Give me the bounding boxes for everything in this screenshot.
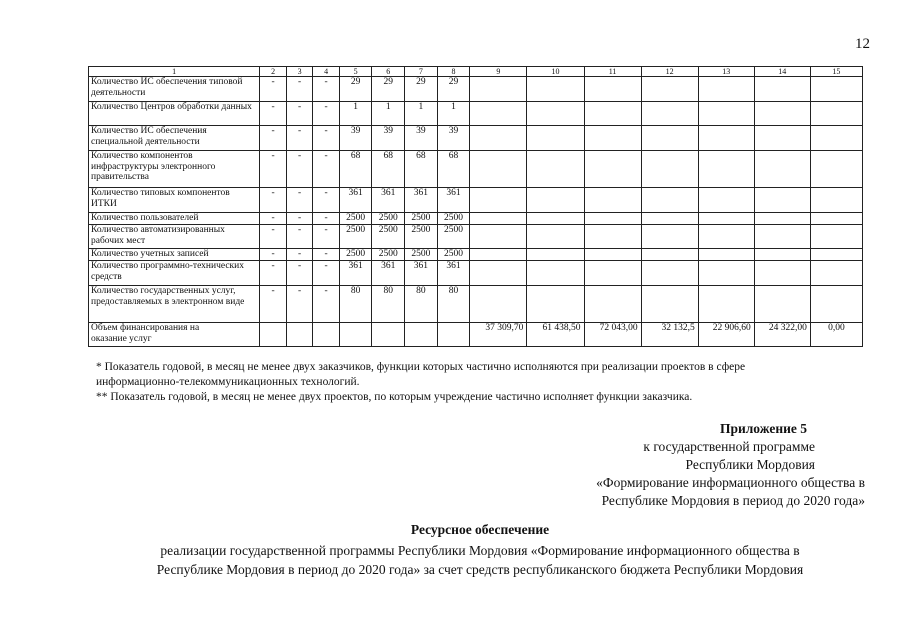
row-label: Количество автоматизированных рабочих мест [89,225,260,249]
table-cell [698,102,754,126]
appendix-line: Республики Мордовия [685,457,815,472]
table-cell: - [313,151,340,188]
table-cell [698,77,754,102]
column-number: 7 [405,67,438,77]
row-label: Количество типовых компонентов ИТКИ [89,188,260,213]
table-cell: - [313,188,340,213]
table-cell [810,249,862,261]
table-cell: - [286,286,313,323]
table-cell: - [260,126,287,151]
table-cell: 361 [339,188,372,213]
table-cell [698,261,754,286]
section-subtitle-line: реализации государственной программы Республики Мордовия «Формирование информационного общества в [160,543,800,558]
table-cell [641,126,698,151]
table-cell [698,249,754,261]
table-cell [754,126,810,151]
table-cell [584,77,641,102]
column-number: 12 [641,67,698,77]
table-cell [754,188,810,213]
table-cell [810,151,862,188]
table-cell [754,102,810,126]
table-row [89,249,863,261]
table-cell: 24 322,00 [754,323,810,347]
table-cell [584,213,641,225]
table-cell: - [313,225,340,249]
table-cell [641,213,698,225]
row-label: Количество пользователей [89,213,260,225]
column-number: 1 [89,67,260,77]
row-label: Количество государственных услуг, предоставляемых в электронном виде [89,286,260,323]
row-label: Количество программно-технических средств [89,261,260,286]
table-cell [527,286,584,323]
table-row [89,151,863,188]
footnote-1-line-2: информационно-телекоммуникационных технологий. [96,375,360,388]
table-cell: 361 [339,261,372,286]
column-number: 5 [339,67,372,77]
table-cell [313,323,340,347]
table-row [89,213,863,225]
table-cell [260,323,287,347]
table-cell [810,188,862,213]
table-cell [698,151,754,188]
table-cell: 1 [339,102,372,126]
table-cell [641,225,698,249]
table-cell [470,102,527,126]
table-cell: 2500 [405,213,438,225]
table-cell: 361 [405,261,438,286]
table-cell [698,126,754,151]
appendix-header [520,420,865,510]
row-label-line: оказание услуг [91,333,152,344]
table-cell: 361 [437,261,470,286]
table-cell [286,323,313,347]
table-cell: - [313,126,340,151]
table-cell [470,213,527,225]
table-cell [810,261,862,286]
table-cell: 22 906,60 [698,323,754,347]
table-cell [339,323,372,347]
table-cell [527,225,584,249]
table-cell [527,77,584,102]
table-cell [584,102,641,126]
table-cell [754,225,810,249]
section-title: Ресурсное обеспечение [410,522,550,537]
table-cell: 80 [372,286,405,323]
appendix-line: «Формирование информационного общества в [596,475,865,490]
table-cell: 80 [437,286,470,323]
table-cell [470,261,527,286]
table-cell: - [260,151,287,188]
table-cell [698,188,754,213]
indicators-table [88,66,863,347]
table-cell [754,286,810,323]
table-cell: 2500 [372,249,405,261]
table-cell [470,286,527,323]
table-cell [754,77,810,102]
table-cell [405,323,438,347]
table-cell: 32 132,5 [641,323,698,347]
table-cell: - [260,213,287,225]
row-label-line: Объем финансирования на [91,323,200,333]
table-cell: - [286,213,313,225]
table-cell: 39 [405,126,438,151]
table-cell: - [286,151,313,188]
table-cell [641,188,698,213]
table-cell [641,151,698,188]
column-number: 15 [810,67,862,77]
column-number: 9 [470,67,527,77]
table-cell [698,286,754,323]
table-cell: - [260,261,287,286]
table-cell: 361 [372,188,405,213]
table-cell: 361 [437,188,470,213]
table-cell: - [313,77,340,102]
table-cell: - [313,213,340,225]
table-cell: - [286,188,313,213]
table-cell: 29 [372,77,405,102]
table-cell [810,286,862,323]
table-cell: - [286,126,313,151]
table-cell [641,286,698,323]
table-cell: - [260,286,287,323]
table-cell: - [260,225,287,249]
table-cell [470,77,527,102]
table-cell: 1 [405,102,438,126]
table-cell [754,151,810,188]
table-cell: 37 309,70 [470,323,527,347]
table-cell: - [260,77,287,102]
table-cell [810,126,862,151]
row-label: Количество ИС обеспечения типовой деятельности [89,77,260,102]
table-cell: - [260,102,287,126]
column-number: 11 [584,67,641,77]
table-cell: 68 [405,151,438,188]
column-number: 2 [260,67,287,77]
table-cell: - [286,102,313,126]
table-cell: 2500 [437,249,470,261]
table-cell [641,77,698,102]
table-row [89,102,863,126]
table-cell: 29 [405,77,438,102]
table-cell: 39 [339,126,372,151]
table-cell [470,225,527,249]
table-cell [584,126,641,151]
table-cell [810,77,862,102]
table-cell: - [313,286,340,323]
table-cell: - [260,188,287,213]
column-number: 6 [372,67,405,77]
table-cell [372,323,405,347]
table-cell [527,261,584,286]
footnotes [96,360,866,405]
appendix-line: Республике Мордовия в период до 2020 года» [601,493,865,508]
table-cell [641,261,698,286]
row-label: Количество ИС обеспечения специальной деятельности [89,126,260,151]
table-cell: - [286,261,313,286]
table-cell [470,151,527,188]
footnote-1-line-1: * Показатель годовой, в месяц не менее двух заказчиков, функции которых частично исполняются при реализации проектов в сфере [96,361,746,373]
table-cell: - [313,261,340,286]
column-number: 10 [527,67,584,77]
resource-section [60,520,900,579]
table-cell [584,151,641,188]
table-cell: 72 043,00 [584,323,641,347]
table-cell [810,225,862,249]
table-cell: - [286,225,313,249]
footnote-2: ** Показатель годовой, в месяц не менее двух проектов, по которым учреждение частично исполняет функции заказчика. [96,391,693,403]
table-row [89,323,863,347]
table-cell [810,102,862,126]
table-cell [754,261,810,286]
table-row [89,261,863,286]
table-row [89,225,863,249]
table-cell [527,151,584,188]
table-cell [698,225,754,249]
table-cell [810,213,862,225]
table-cell [437,323,470,347]
table-cell: 2500 [437,213,470,225]
table-cell [754,213,810,225]
table-cell: 2500 [405,225,438,249]
table-row [89,77,863,102]
appendix-line: к государственной программе [643,439,815,454]
table-cell: 2500 [339,225,372,249]
table-cell [584,286,641,323]
row-label: Количество учетных записей [89,249,260,261]
table-cell [584,225,641,249]
table-cell [527,188,584,213]
row-label [89,323,260,347]
table-cell: 80 [339,286,372,323]
table-cell [641,102,698,126]
column-number: 13 [698,67,754,77]
table-cell: 68 [437,151,470,188]
table-header-row [89,67,863,77]
table-cell [527,102,584,126]
table-cell [584,261,641,286]
table-cell: 68 [372,151,405,188]
table-cell: - [313,249,340,261]
table-cell [470,249,527,261]
table-cell: 39 [372,126,405,151]
table-cell [754,249,810,261]
table-cell: - [286,77,313,102]
table-cell: 2500 [339,249,372,261]
table-cell [584,249,641,261]
column-number: 3 [286,67,313,77]
table-cell: 68 [339,151,372,188]
table-cell: 0,00 [810,323,862,347]
table-row [89,188,863,213]
appendix-title: Приложение 5 [719,421,807,436]
table-cell [641,249,698,261]
column-number: 4 [313,67,340,77]
table-cell: 1 [437,102,470,126]
column-number: 8 [437,67,470,77]
table-row [89,126,863,151]
column-number: 14 [754,67,810,77]
section-subtitle-line: Республике Мордовия в период до 2020 года» за счет средств республиканского бюджета Республики Мордовия [156,562,804,577]
table-cell: 61 438,50 [527,323,584,347]
table-cell [584,188,641,213]
table-cell: - [313,102,340,126]
table-cell: 2500 [372,213,405,225]
table-cell [527,126,584,151]
row-label: Количество Центров обработки данных [89,102,260,126]
table-cell: 2500 [339,213,372,225]
table-cell [698,213,754,225]
page-number: 12 [855,36,870,52]
table-cell [470,188,527,213]
table-cell: 39 [437,126,470,151]
table-cell: - [286,249,313,261]
table-cell: 361 [405,188,438,213]
table-cell [527,213,584,225]
table-cell: - [260,249,287,261]
row-label: Количество компонентов инфраструктуры электронного правительства [89,151,260,188]
table-cell: 2500 [372,225,405,249]
table-cell [470,126,527,151]
table-cell: 2500 [405,249,438,261]
table-cell: 29 [437,77,470,102]
table-row [89,286,863,323]
table-cell: 2500 [437,225,470,249]
table-cell: 80 [405,286,438,323]
table-cell: 361 [372,261,405,286]
table-cell [527,249,584,261]
table-cell: 1 [372,102,405,126]
table-cell: 29 [339,77,372,102]
